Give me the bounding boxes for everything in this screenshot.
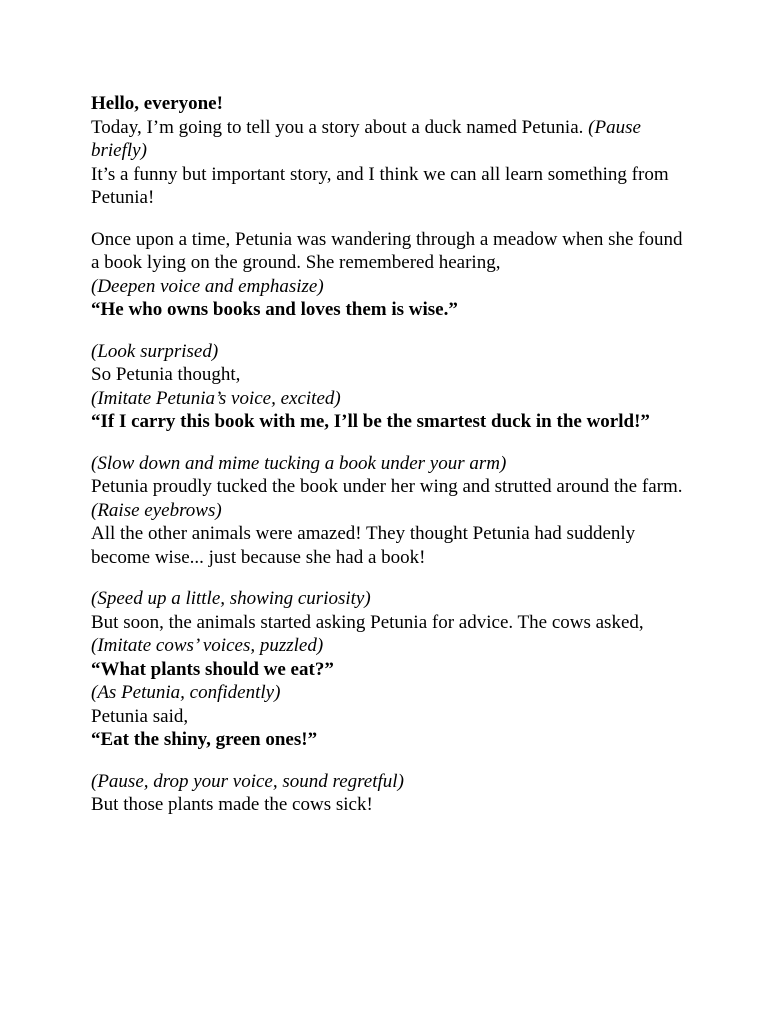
stage-direction: (Deepen voice and emphasize) [91, 275, 324, 297]
text-line: It’s a funny but important story, and I think we can all learn something from Petunia! [91, 163, 669, 208]
text-line: But soon, the animals started asking Petunia for advice. The cows asked, [91, 611, 644, 633]
text-line [91, 116, 691, 163]
text-line: But those plants made the cows sick! [91, 794, 373, 815]
stage-direction: (Look surprised) [91, 340, 219, 362]
text-line: All the other animals were amazed! They thought Petunia had suddenly become wise... just because she had a book! [91, 523, 636, 568]
text-line: Petunia proudly tucked the book under her wing and strutted around the farm. [91, 476, 683, 497]
stage-direction: (Imitate cows’ voices, puzzled) [91, 635, 324, 656]
paragraph [91, 452, 691, 570]
text-line: So Petunia thought, [91, 364, 241, 385]
paragraph [91, 770, 691, 817]
stage-direction: (Speed up a little, showing curiosity) [91, 588, 371, 609]
spoken-quote: “Eat the shiny, green ones!” [91, 729, 318, 750]
stage-direction: (Raise eyebrows) [91, 499, 222, 521]
stage-direction: (Slow down and mime tucking a book under your arm) [91, 452, 507, 474]
spoken-quote: “What plants should we eat?” [91, 658, 334, 680]
paragraph [91, 340, 691, 434]
spoken-quote: Hello, everyone! [91, 93, 223, 114]
text-line: Petunia said, [91, 705, 189, 727]
paragraph [91, 587, 691, 752]
paragraph [91, 228, 691, 322]
spoken-quote: “If I carry this book with me, I’ll be the smartest duck in the world!” [91, 411, 650, 432]
paragraph [91, 92, 691, 210]
stage-direction: (Pause, drop your voice, sound regretful) [91, 770, 404, 792]
text-segment: Today, I’m going to tell you a story about a duck named Petunia. [91, 116, 589, 138]
text-line: Once upon a time, Petunia was wandering through a meadow when she found a book lying on the ground. She remembered hearing, [91, 228, 683, 273]
stage-direction: (Imitate Petunia’s voice, excited) [91, 387, 341, 409]
stage-direction: (Pause briefly) [91, 116, 641, 161]
spoken-quote: “He who owns books and loves them is wise.” [91, 299, 458, 320]
story-document [91, 92, 691, 835]
stage-direction: (As Petunia, confidently) [91, 682, 281, 703]
